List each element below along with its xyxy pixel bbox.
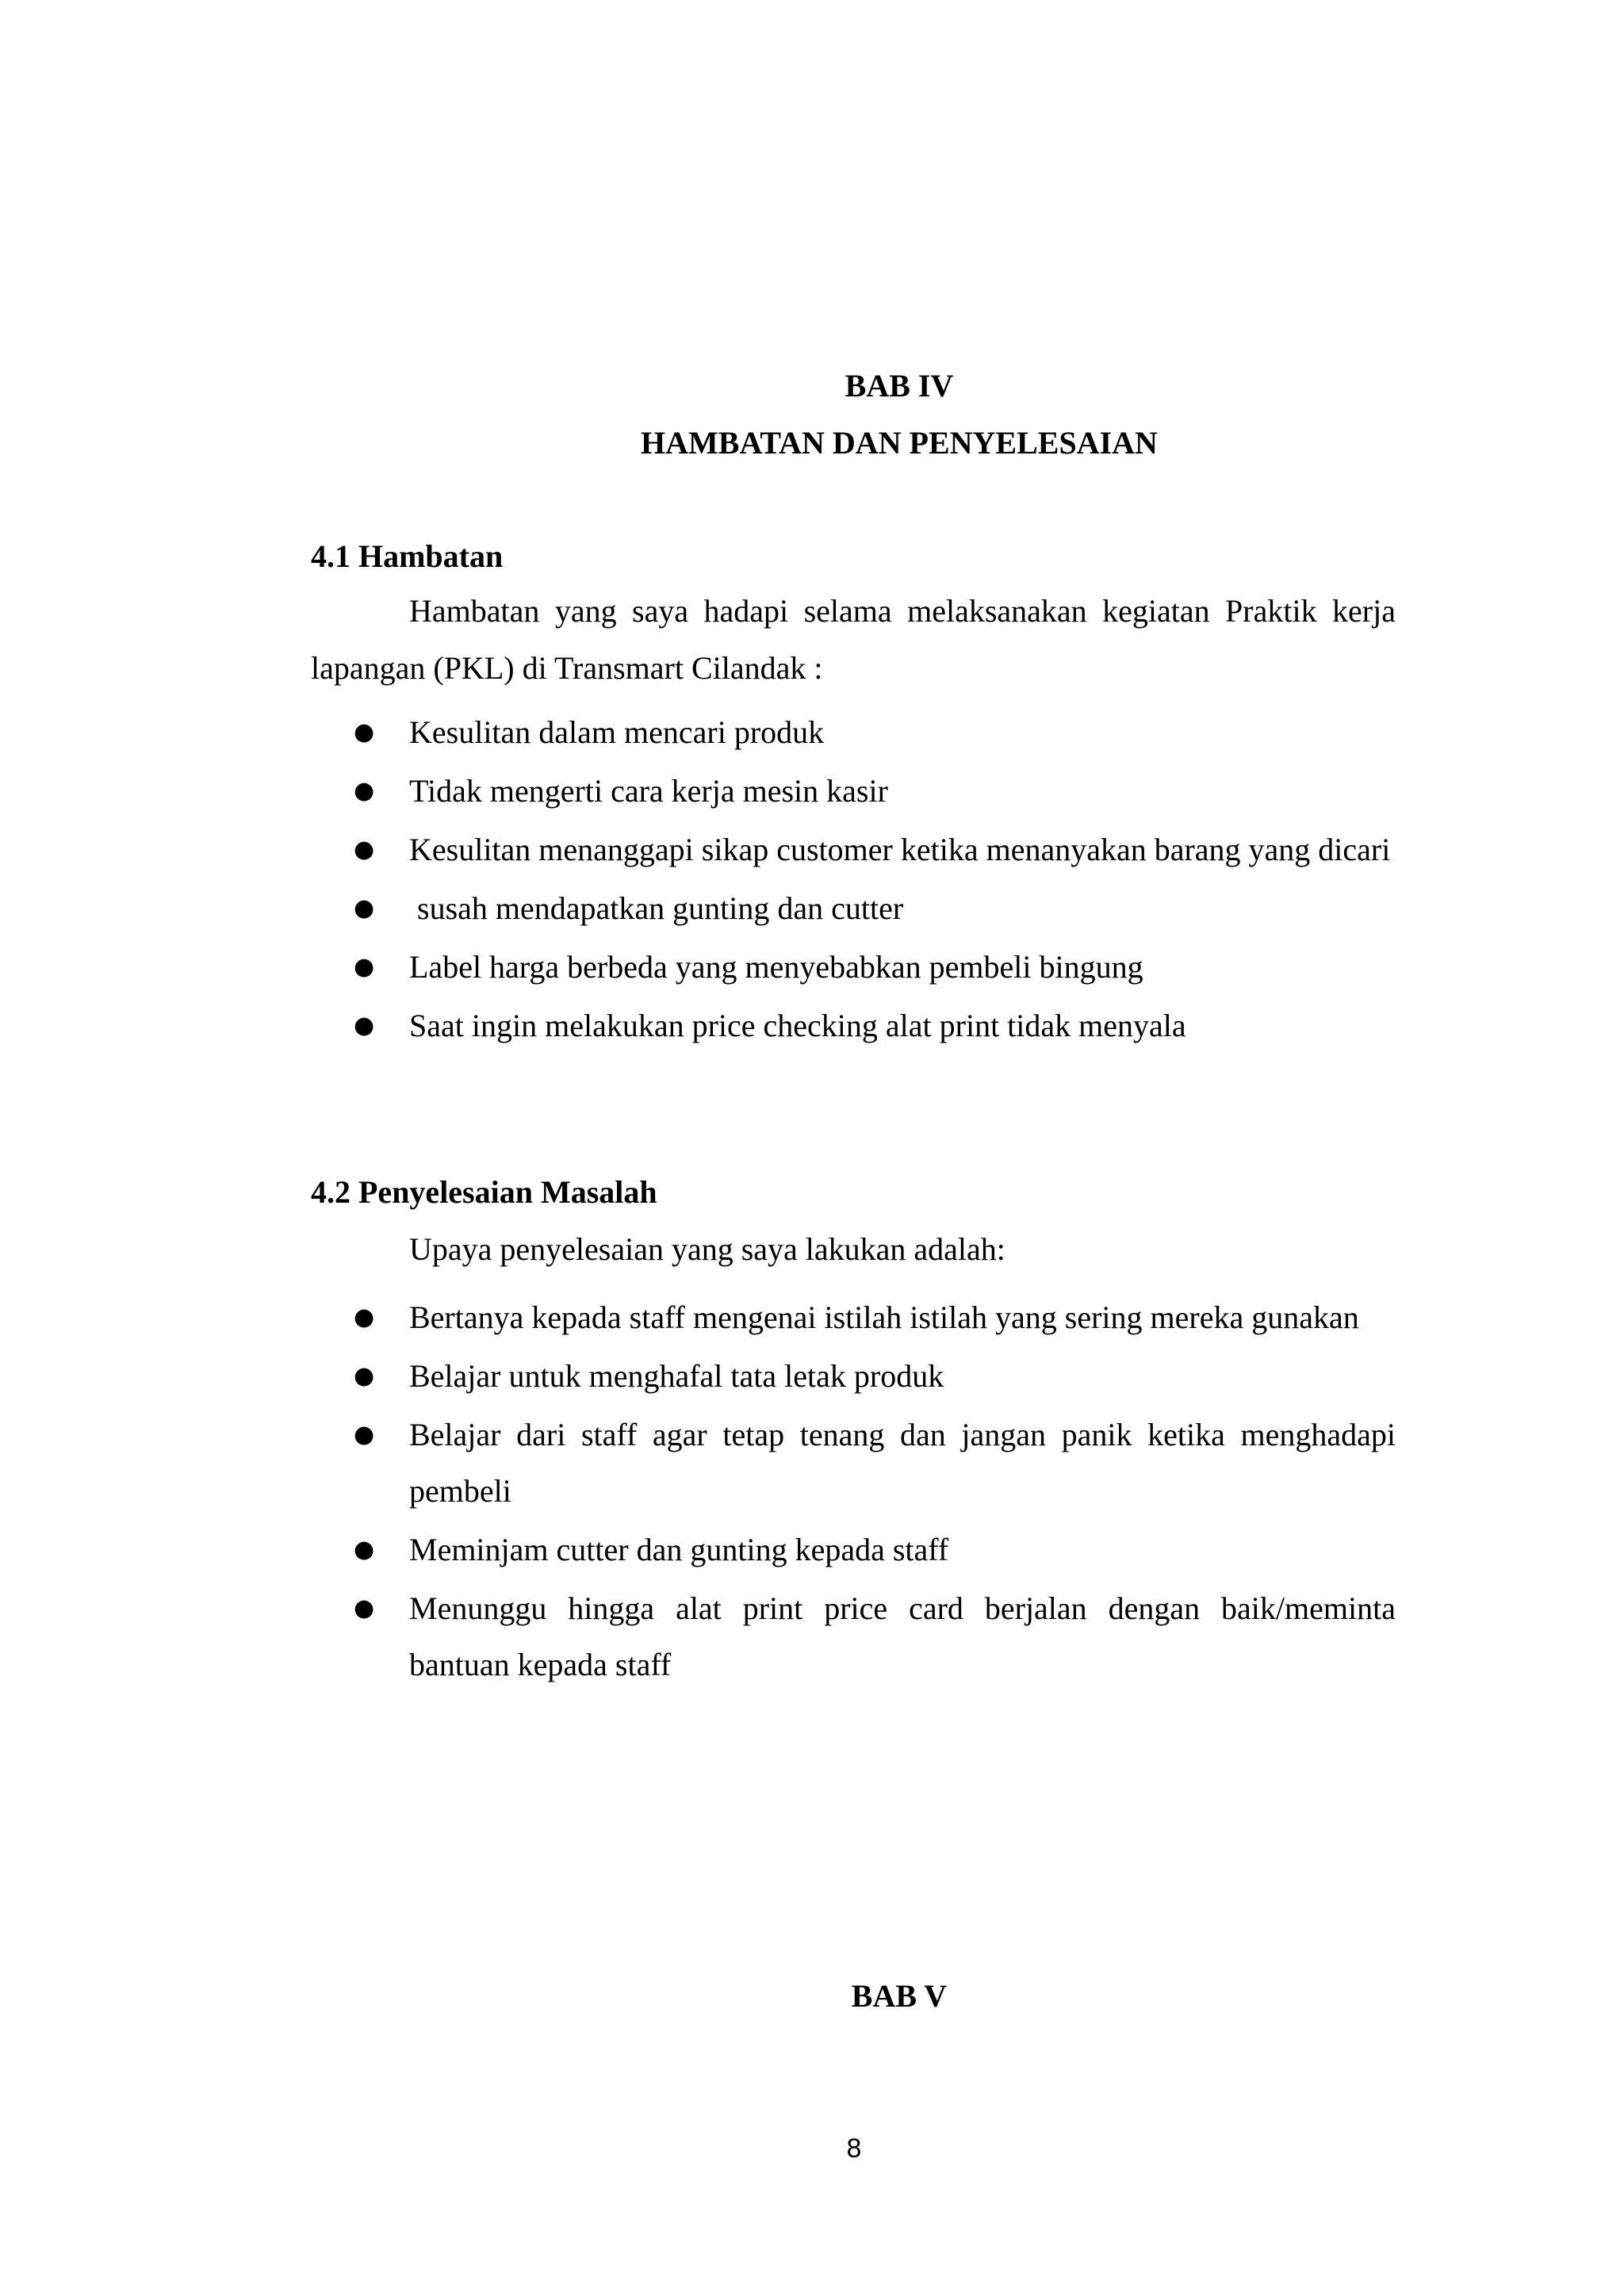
bullet-icon: ● (354, 1594, 375, 1622)
list-item-text: Meminjam cutter dan gunting kepada staff (409, 1532, 949, 1567)
penyelesaian-list (349, 1289, 1396, 1695)
list-item (349, 1580, 1396, 1693)
section-paragraph-hambatan: Hambatan yang saya hadapi selama melaksanakan kegiatan Praktik kerja lapangan (PKL) di Transmart Cilandak : (311, 593, 1396, 686)
section-heading-hambatan: 4.1 Hambatan (311, 538, 504, 574)
page-number: 8 (846, 2133, 862, 2164)
chapter-subtitle: HAMBATAN DAN PENYELESAIAN (641, 425, 1158, 461)
bullet-icon: ● (354, 718, 375, 746)
bullet-icon: ● (354, 894, 375, 922)
list-item-text: Label harga berbeda yang menyebabkan pembeli bingung (409, 949, 1143, 985)
list-item-text: susah mendapatkan gunting dan cutter (409, 890, 904, 926)
bullet-icon: ● (354, 836, 375, 863)
list-item-text: Belajar untuk menghafal tata letak produk (409, 1358, 944, 1394)
bullet-icon: ● (354, 1536, 375, 1563)
list-item (349, 997, 1396, 1054)
bullet-icon: ● (354, 1421, 375, 1448)
list-item-text: Belajar dari staff agar tetap tenang dan jangan panik ketika menghadapi pembeli (409, 1417, 1396, 1509)
bullet-icon: ● (354, 1303, 375, 1331)
bullet-icon: ● (354, 1362, 375, 1390)
list-item-text: Tidak mengerti cara kerja mesin kasir (409, 773, 888, 809)
list-item (349, 763, 1396, 819)
chapter-title: BAB IV (845, 368, 954, 404)
list-item (349, 880, 1396, 936)
section-heading-penyelesaian: 4.2 Penyelesaian Masalah (311, 1174, 657, 1210)
next-chapter-title: BAB V (851, 1978, 948, 2014)
list-item (349, 704, 1396, 760)
list-item (349, 821, 1396, 878)
hambatan-list (349, 704, 1396, 1056)
list-item (349, 1348, 1396, 1404)
list-item (349, 939, 1396, 995)
bullet-icon: ● (354, 1012, 375, 1039)
list-item-text: Kesulitan dalam mencari produk (409, 714, 825, 750)
bullet-icon: ● (354, 953, 375, 981)
list-item (349, 1406, 1396, 1519)
bullet-icon: ● (354, 777, 375, 805)
list-item-text: Bertanya kepada staff mengenai istilah istilah yang sering mereka gunakan (409, 1299, 1359, 1335)
list-item-text: Menunggu hingga alat print price card berjalan dengan baik/meminta bantuan kepada staff (409, 1590, 1396, 1682)
list-item (349, 1289, 1396, 1345)
list-item-text: Saat ingin melakukan price checking alat print tidak menyala (409, 1008, 1186, 1043)
list-item (349, 1521, 1396, 1578)
section-intro-penyelesaian: Upaya penyelesaian yang saya lakukan adalah: (409, 1231, 1005, 1267)
list-item-text: Kesulitan menanggapi sikap customer ketika menanyakan barang yang dicari (409, 832, 1391, 867)
